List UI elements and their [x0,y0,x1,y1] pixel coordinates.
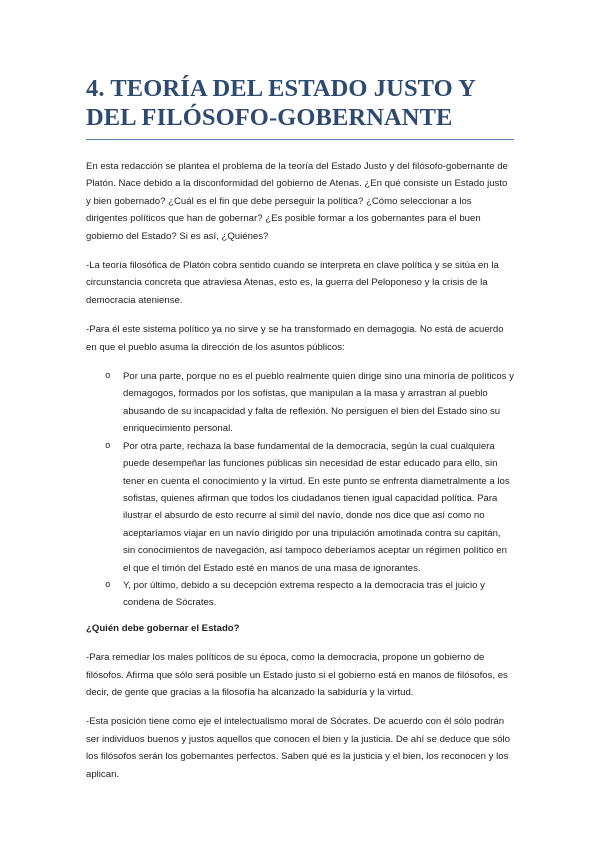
list-item-text: Por otra parte, rechaza la base fundamental de la democracia, según la cual cualquiera puede desempeñar las funciones públicas sin necesidad de estar educado para ello, sin tener en cuenta el conocimiento y la virtud. En este punto se enfrenta diametralmente a los sofistas, quienes afirman que todos los ciudadanos tienen igual capacidad política. Para ilustrar el absurdo de esto recurre al símil del navío, donde nos dice que así como no aceptaríamos viajar en un navío dirigido por una tripulación amotinada contra su capitán, sin conocimientos de navegación, así tampoco deberíamos aceptar un régimen político en el que el timón del Estado esté en manos de una masa de ignorantes. [123,440,510,574]
context-paragraph: -La teoría filosófica de Platón cobra sentido cuando se interpreta en clave política y se sitúa en la circunstancia concreta que atraviesa Atenas, esto es, la guerra del Peloponeso y la crisis de la democracia ateniense. [86,260,499,306]
list-item [86,438,514,577]
list-item [86,577,514,612]
bullet-circle-icon: o [105,440,111,451]
intro-paragraph: En esta redacción se plantea el problema de la teoría del Estado Justo y del filósofo-gobernante de Platón. Nace debido a la disconformidad del gobierno de Atenas. ¿En qué consiste un Estado justo y bien gobernado? ¿Cuál es el fin que debe perseguir la política? ¿Cómo seleccionar a los dirigentes políticos que han de gobernar? ¿Es posible formar a los gobernantes para el buen gobierno del Estado? Si es así, ¿Quiénes? [86,161,508,242]
title-divider [86,139,514,140]
section-heading: ¿Quién debe gobernar el Estado? [86,622,240,634]
bullet-circle-icon: o [105,579,111,590]
reasons-list [86,368,514,612]
bullet-circle-icon: o [105,371,111,382]
democracy-paragraph: -Para él este sistema político ya no sirve y se ha transformado en demagogia. No está de acuerdo en que el pueblo asuma la dirección de los asuntos públicos: [86,324,504,353]
list-item-text: Por una parte, porque no es el pueblo realmente quien dirige sino una minoría de políticos y demagogos, formados por los sofistas, que manipulan a la masa y arrastran al pueblo abusando de su incapacidad y falta de reflexión. No persiguen el bien del Estado sino su enriquecimiento personal. [123,371,514,435]
document-page [86,74,514,795]
list-item [86,368,514,438]
page-title: 4. TEORÍA DEL ESTADO JUSTO Y DEL FILÓSOFO-GOBERNANTE [86,75,476,131]
list-item-text: Y, por último, debido a su decepción extrema respecto a la democracia tras el juicio y condena de Sócrates. [123,579,485,609]
moral-intellectualism-paragraph: -Esta posición tiene como eje el intelectualismo moral de Sócrates. De acuerdo con él sólo podrán ser individuos buenos y justos aquellos que conocen el bien y la justicia. De ahí se deduce que sólo los filósofos serán los gobernantes perfectos. Saben qué es la justicia y el bien, los reconocen y los aplican. [86,716,510,780]
philosopher-rulers-paragraph: -Para remediar los males políticos de su época, como la democracia, propone un gobierno de filósofos. Afirma que sólo será posible un Estado justo si el gobierno está en manos de filósofos, es decir, de gente que gracias a la filosofía ha alcanzado la sabiduría y la virtud. [86,652,508,698]
